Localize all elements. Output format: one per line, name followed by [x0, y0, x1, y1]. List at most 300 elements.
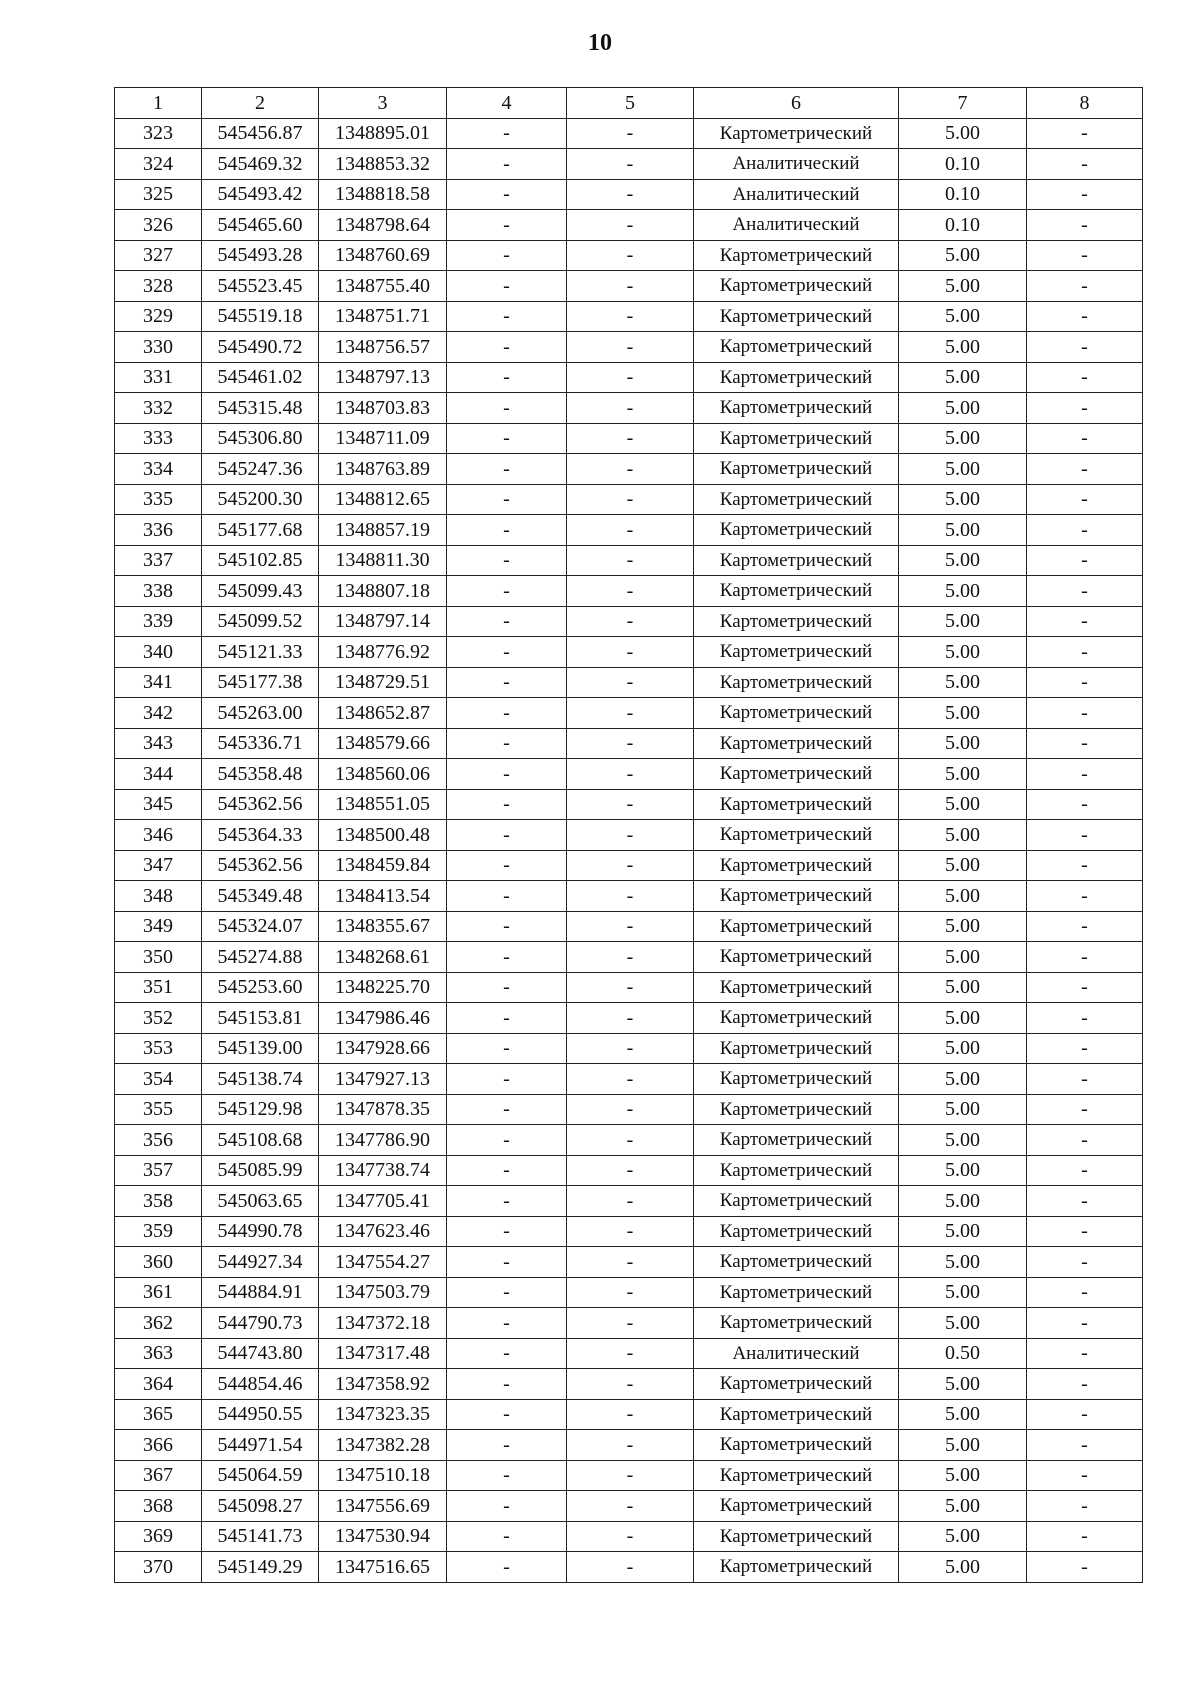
x-coordinate-cell: 545141.73 — [202, 1521, 319, 1552]
point-number-cell: 324 — [115, 149, 202, 180]
col-8-value-cell: - — [1027, 240, 1143, 271]
table-row — [115, 1186, 1143, 1217]
col-4-value-cell: - — [447, 1399, 567, 1430]
point-number-cell: 353 — [115, 1033, 202, 1064]
point-number-cell: 355 — [115, 1094, 202, 1125]
table-row — [115, 515, 1143, 546]
table-row — [115, 301, 1143, 332]
method-cell: Аналитический — [694, 1338, 899, 1369]
method-cell: Картометрический — [694, 1430, 899, 1461]
table-body — [115, 118, 1143, 1582]
col-5-value-cell: - — [567, 515, 694, 546]
method-cell: Картометрический — [694, 1125, 899, 1156]
x-coordinate-cell: 545177.38 — [202, 667, 319, 698]
accuracy-cell: 5.00 — [899, 606, 1027, 637]
method-cell: Картометрический — [694, 1277, 899, 1308]
x-coordinate-cell: 544927.34 — [202, 1247, 319, 1278]
method-cell: Картометрический — [694, 1460, 899, 1491]
table-row — [115, 1064, 1143, 1095]
method-cell: Картометрический — [694, 240, 899, 271]
method-cell: Аналитический — [694, 210, 899, 241]
accuracy-cell: 5.00 — [899, 911, 1027, 942]
column-header-6: 6 — [694, 88, 899, 119]
x-coordinate-cell: 545490.72 — [202, 332, 319, 363]
col-5-value-cell: - — [567, 1064, 694, 1095]
accuracy-cell: 5.00 — [899, 393, 1027, 424]
table-row — [115, 1155, 1143, 1186]
col-4-value-cell: - — [447, 210, 567, 241]
col-5-value-cell: - — [567, 1033, 694, 1064]
col-5-value-cell: - — [567, 1460, 694, 1491]
accuracy-cell: 5.00 — [899, 118, 1027, 149]
method-cell: Картометрический — [694, 850, 899, 881]
x-coordinate-cell: 545253.60 — [202, 972, 319, 1003]
col-5-value-cell: - — [567, 698, 694, 729]
col-8-value-cell: - — [1027, 332, 1143, 363]
table-row — [115, 820, 1143, 851]
col-8-value-cell: - — [1027, 1247, 1143, 1278]
col-4-value-cell: - — [447, 667, 567, 698]
col-8-value-cell: - — [1027, 179, 1143, 210]
method-cell: Картометрический — [694, 576, 899, 607]
x-coordinate-cell: 545324.07 — [202, 911, 319, 942]
table-row — [115, 606, 1143, 637]
point-number-cell: 368 — [115, 1491, 202, 1522]
point-number-cell: 360 — [115, 1247, 202, 1278]
y-coordinate-cell: 1347927.13 — [319, 1064, 447, 1095]
table-row — [115, 362, 1143, 393]
col-4-value-cell: - — [447, 1521, 567, 1552]
table-row — [115, 1338, 1143, 1369]
method-cell: Картометрический — [694, 454, 899, 485]
y-coordinate-cell: 1347317.48 — [319, 1338, 447, 1369]
x-coordinate-cell: 545469.32 — [202, 149, 319, 180]
accuracy-cell: 5.00 — [899, 1491, 1027, 1522]
accuracy-cell: 5.00 — [899, 1125, 1027, 1156]
col-8-value-cell: - — [1027, 698, 1143, 729]
table-row — [115, 667, 1143, 698]
accuracy-cell: 5.00 — [899, 1033, 1027, 1064]
point-number-cell: 331 — [115, 362, 202, 393]
y-coordinate-cell: 1347503.79 — [319, 1277, 447, 1308]
col-4-value-cell: - — [447, 515, 567, 546]
col-4-value-cell: - — [447, 728, 567, 759]
accuracy-cell: 0.10 — [899, 179, 1027, 210]
col-8-value-cell: - — [1027, 972, 1143, 1003]
point-number-cell: 325 — [115, 179, 202, 210]
col-4-value-cell: - — [447, 1155, 567, 1186]
column-header-7: 7 — [899, 88, 1027, 119]
table-row — [115, 332, 1143, 363]
table-row — [115, 1277, 1143, 1308]
accuracy-cell: 5.00 — [899, 362, 1027, 393]
accuracy-cell: 5.00 — [899, 1552, 1027, 1583]
col-4-value-cell: - — [447, 759, 567, 790]
col-5-value-cell: - — [567, 1094, 694, 1125]
y-coordinate-cell: 1348755.40 — [319, 271, 447, 302]
x-coordinate-cell: 545349.48 — [202, 881, 319, 912]
y-coordinate-cell: 1347323.35 — [319, 1399, 447, 1430]
col-4-value-cell: - — [447, 393, 567, 424]
col-5-value-cell: - — [567, 1003, 694, 1034]
y-coordinate-cell: 1347705.41 — [319, 1186, 447, 1217]
col-4-value-cell: - — [447, 972, 567, 1003]
y-coordinate-cell: 1348895.01 — [319, 118, 447, 149]
col-5-value-cell: - — [567, 1552, 694, 1583]
y-coordinate-cell: 1348459.84 — [319, 850, 447, 881]
accuracy-cell: 5.00 — [899, 484, 1027, 515]
col-4-value-cell: - — [447, 332, 567, 363]
col-5-value-cell: - — [567, 1491, 694, 1522]
col-8-value-cell: - — [1027, 1369, 1143, 1400]
method-cell: Картометрический — [694, 637, 899, 668]
y-coordinate-cell: 1348560.06 — [319, 759, 447, 790]
point-number-cell: 358 — [115, 1186, 202, 1217]
table-row — [115, 1216, 1143, 1247]
x-coordinate-cell: 545200.30 — [202, 484, 319, 515]
x-coordinate-cell: 545274.88 — [202, 942, 319, 973]
col-4-value-cell: - — [447, 1003, 567, 1034]
col-8-value-cell: - — [1027, 1186, 1143, 1217]
x-coordinate-cell: 545364.33 — [202, 820, 319, 851]
accuracy-cell: 5.00 — [899, 942, 1027, 973]
x-coordinate-cell: 545098.27 — [202, 1491, 319, 1522]
point-number-cell: 367 — [115, 1460, 202, 1491]
point-number-cell: 334 — [115, 454, 202, 485]
y-coordinate-cell: 1348812.65 — [319, 484, 447, 515]
col-4-value-cell: - — [447, 271, 567, 302]
point-number-cell: 336 — [115, 515, 202, 546]
point-number-cell: 366 — [115, 1430, 202, 1461]
col-4-value-cell: - — [447, 1369, 567, 1400]
accuracy-cell: 5.00 — [899, 728, 1027, 759]
column-header-3: 3 — [319, 88, 447, 119]
point-number-cell: 369 — [115, 1521, 202, 1552]
col-4-value-cell: - — [447, 1125, 567, 1156]
col-5-value-cell: - — [567, 271, 694, 302]
col-5-value-cell: - — [567, 637, 694, 668]
point-number-cell: 333 — [115, 423, 202, 454]
col-4-value-cell: - — [447, 820, 567, 851]
method-cell: Картометрический — [694, 1186, 899, 1217]
y-coordinate-cell: 1348551.05 — [319, 789, 447, 820]
x-coordinate-cell: 545177.68 — [202, 515, 319, 546]
col-8-value-cell: - — [1027, 789, 1143, 820]
table-row — [115, 698, 1143, 729]
accuracy-cell: 5.00 — [899, 545, 1027, 576]
col-5-value-cell: - — [567, 1125, 694, 1156]
table-row — [115, 1399, 1143, 1430]
table-row — [115, 759, 1143, 790]
x-coordinate-cell: 544950.55 — [202, 1399, 319, 1430]
point-number-cell: 342 — [115, 698, 202, 729]
point-number-cell: 327 — [115, 240, 202, 271]
y-coordinate-cell: 1348579.66 — [319, 728, 447, 759]
col-8-value-cell: - — [1027, 210, 1143, 241]
col-4-value-cell: - — [447, 576, 567, 607]
col-8-value-cell: - — [1027, 1155, 1143, 1186]
col-8-value-cell: - — [1027, 1033, 1143, 1064]
y-coordinate-cell: 1348798.64 — [319, 210, 447, 241]
col-5-value-cell: - — [567, 423, 694, 454]
x-coordinate-cell: 545102.85 — [202, 545, 319, 576]
y-coordinate-cell: 1348355.67 — [319, 911, 447, 942]
method-cell: Картометрический — [694, 759, 899, 790]
col-8-value-cell: - — [1027, 942, 1143, 973]
accuracy-cell: 5.00 — [899, 301, 1027, 332]
col-8-value-cell: - — [1027, 454, 1143, 485]
x-coordinate-cell: 545519.18 — [202, 301, 319, 332]
point-number-cell: 337 — [115, 545, 202, 576]
y-coordinate-cell: 1347510.18 — [319, 1460, 447, 1491]
method-cell: Аналитический — [694, 179, 899, 210]
col-4-value-cell: - — [447, 362, 567, 393]
method-cell: Картометрический — [694, 667, 899, 698]
col-8-value-cell: - — [1027, 576, 1143, 607]
y-coordinate-cell: 1348818.58 — [319, 179, 447, 210]
method-cell: Картометрический — [694, 942, 899, 973]
y-coordinate-cell: 1348811.30 — [319, 545, 447, 576]
x-coordinate-cell: 545306.80 — [202, 423, 319, 454]
col-5-value-cell: - — [567, 393, 694, 424]
method-cell: Картометрический — [694, 1003, 899, 1034]
col-4-value-cell: - — [447, 1064, 567, 1095]
point-number-cell: 339 — [115, 606, 202, 637]
y-coordinate-cell: 1348652.87 — [319, 698, 447, 729]
col-5-value-cell: - — [567, 149, 694, 180]
table-row — [115, 454, 1143, 485]
accuracy-cell: 5.00 — [899, 759, 1027, 790]
col-4-value-cell: - — [447, 911, 567, 942]
point-number-cell: 345 — [115, 789, 202, 820]
accuracy-cell: 5.00 — [899, 1369, 1027, 1400]
method-cell: Картометрический — [694, 118, 899, 149]
point-number-cell: 341 — [115, 667, 202, 698]
accuracy-cell: 5.00 — [899, 1521, 1027, 1552]
y-coordinate-cell: 1348853.32 — [319, 149, 447, 180]
table-row — [115, 1033, 1143, 1064]
col-8-value-cell: - — [1027, 362, 1143, 393]
accuracy-cell: 5.00 — [899, 667, 1027, 698]
col-5-value-cell: - — [567, 1247, 694, 1278]
y-coordinate-cell: 1347928.66 — [319, 1033, 447, 1064]
col-8-value-cell: - — [1027, 1552, 1143, 1583]
column-header-2: 2 — [202, 88, 319, 119]
point-number-cell: 357 — [115, 1155, 202, 1186]
method-cell: Картометрический — [694, 1491, 899, 1522]
accuracy-cell: 5.00 — [899, 332, 1027, 363]
col-5-value-cell: - — [567, 881, 694, 912]
col-4-value-cell: - — [447, 545, 567, 576]
y-coordinate-cell: 1347786.90 — [319, 1125, 447, 1156]
y-coordinate-cell: 1347986.46 — [319, 1003, 447, 1034]
y-coordinate-cell: 1348760.69 — [319, 240, 447, 271]
x-coordinate-cell: 545358.48 — [202, 759, 319, 790]
col-5-value-cell: - — [567, 1155, 694, 1186]
col-4-value-cell: - — [447, 1552, 567, 1583]
method-cell: Картометрический — [694, 881, 899, 912]
col-5-value-cell: - — [567, 545, 694, 576]
point-number-cell: 347 — [115, 850, 202, 881]
table-row — [115, 423, 1143, 454]
col-8-value-cell: - — [1027, 484, 1143, 515]
col-5-value-cell: - — [567, 179, 694, 210]
col-8-value-cell: - — [1027, 545, 1143, 576]
method-cell: Картометрический — [694, 1369, 899, 1400]
col-5-value-cell: - — [567, 789, 694, 820]
col-5-value-cell: - — [567, 759, 694, 790]
y-coordinate-cell: 1348729.51 — [319, 667, 447, 698]
x-coordinate-cell: 545247.36 — [202, 454, 319, 485]
method-cell: Картометрический — [694, 271, 899, 302]
point-number-cell: 359 — [115, 1216, 202, 1247]
x-coordinate-cell: 545085.99 — [202, 1155, 319, 1186]
point-number-cell: 328 — [115, 271, 202, 302]
col-8-value-cell: - — [1027, 393, 1143, 424]
page-number: 10 — [588, 30, 612, 56]
accuracy-cell: 5.00 — [899, 637, 1027, 668]
col-5-value-cell: - — [567, 1338, 694, 1369]
x-coordinate-cell: 544971.54 — [202, 1430, 319, 1461]
x-coordinate-cell: 545153.81 — [202, 1003, 319, 1034]
accuracy-cell: 0.10 — [899, 149, 1027, 180]
col-8-value-cell: - — [1027, 667, 1143, 698]
col-5-value-cell: - — [567, 667, 694, 698]
col-5-value-cell: - — [567, 1186, 694, 1217]
accuracy-cell: 5.00 — [899, 850, 1027, 881]
x-coordinate-cell: 544743.80 — [202, 1338, 319, 1369]
point-number-cell: 332 — [115, 393, 202, 424]
col-8-value-cell: - — [1027, 637, 1143, 668]
col-8-value-cell: - — [1027, 118, 1143, 149]
point-number-cell: 361 — [115, 1277, 202, 1308]
table-row — [115, 942, 1143, 973]
table-row — [115, 881, 1143, 912]
x-coordinate-cell: 545138.74 — [202, 1064, 319, 1095]
table-row — [115, 1552, 1143, 1583]
col-4-value-cell: - — [447, 118, 567, 149]
table-row — [115, 393, 1143, 424]
col-4-value-cell: - — [447, 637, 567, 668]
col-8-value-cell: - — [1027, 1277, 1143, 1308]
method-cell: Картометрический — [694, 393, 899, 424]
col-4-value-cell: - — [447, 1460, 567, 1491]
col-8-value-cell: - — [1027, 1125, 1143, 1156]
x-coordinate-cell: 544990.78 — [202, 1216, 319, 1247]
x-coordinate-cell: 545139.00 — [202, 1033, 319, 1064]
col-4-value-cell: - — [447, 942, 567, 973]
point-number-cell: 330 — [115, 332, 202, 363]
table-row — [115, 179, 1143, 210]
point-number-cell: 329 — [115, 301, 202, 332]
point-number-cell: 344 — [115, 759, 202, 790]
method-cell: Картометрический — [694, 332, 899, 363]
accuracy-cell: 5.00 — [899, 423, 1027, 454]
col-4-value-cell: - — [447, 149, 567, 180]
col-8-value-cell: - — [1027, 1003, 1143, 1034]
col-4-value-cell: - — [447, 698, 567, 729]
column-header-5: 5 — [567, 88, 694, 119]
point-number-cell: 340 — [115, 637, 202, 668]
col-8-value-cell: - — [1027, 271, 1143, 302]
method-cell: Аналитический — [694, 149, 899, 180]
col-5-value-cell: - — [567, 728, 694, 759]
method-cell: Картометрический — [694, 1521, 899, 1552]
col-8-value-cell: - — [1027, 881, 1143, 912]
point-number-cell: 354 — [115, 1064, 202, 1095]
accuracy-cell: 5.00 — [899, 820, 1027, 851]
col-5-value-cell: - — [567, 1308, 694, 1339]
x-coordinate-cell: 545121.33 — [202, 637, 319, 668]
col-8-value-cell: - — [1027, 820, 1143, 851]
col-4-value-cell: - — [447, 1186, 567, 1217]
col-5-value-cell: - — [567, 1430, 694, 1461]
y-coordinate-cell: 1347372.18 — [319, 1308, 447, 1339]
table-row — [115, 118, 1143, 149]
x-coordinate-cell: 545129.98 — [202, 1094, 319, 1125]
col-8-value-cell: - — [1027, 1460, 1143, 1491]
accuracy-cell: 5.00 — [899, 576, 1027, 607]
col-8-value-cell: - — [1027, 1399, 1143, 1430]
point-number-cell: 326 — [115, 210, 202, 241]
col-8-value-cell: - — [1027, 1338, 1143, 1369]
method-cell: Картометрический — [694, 1308, 899, 1339]
y-coordinate-cell: 1347530.94 — [319, 1521, 447, 1552]
x-coordinate-cell: 545493.42 — [202, 179, 319, 210]
table-row — [115, 576, 1143, 607]
table-row — [115, 271, 1143, 302]
accuracy-cell: 5.00 — [899, 515, 1027, 546]
col-5-value-cell: - — [567, 118, 694, 149]
table-row — [115, 972, 1143, 1003]
accuracy-cell: 5.00 — [899, 1186, 1027, 1217]
method-cell: Картометрический — [694, 1033, 899, 1064]
accuracy-cell: 5.00 — [899, 1003, 1027, 1034]
x-coordinate-cell: 545456.87 — [202, 118, 319, 149]
x-coordinate-cell: 544854.46 — [202, 1369, 319, 1400]
x-coordinate-cell: 544884.91 — [202, 1277, 319, 1308]
col-4-value-cell: - — [447, 789, 567, 820]
coordinates-table — [114, 87, 1143, 1583]
method-cell: Картометрический — [694, 1216, 899, 1247]
col-5-value-cell: - — [567, 1216, 694, 1247]
y-coordinate-cell: 1347878.35 — [319, 1094, 447, 1125]
col-5-value-cell: - — [567, 942, 694, 973]
y-coordinate-cell: 1347738.74 — [319, 1155, 447, 1186]
col-4-value-cell: - — [447, 301, 567, 332]
col-5-value-cell: - — [567, 606, 694, 637]
accuracy-cell: 0.10 — [899, 210, 1027, 241]
table-row — [115, 545, 1143, 576]
table-row — [115, 1125, 1143, 1156]
table-row — [115, 240, 1143, 271]
x-coordinate-cell: 545336.71 — [202, 728, 319, 759]
y-coordinate-cell: 1348756.57 — [319, 332, 447, 363]
accuracy-cell: 5.00 — [899, 1430, 1027, 1461]
y-coordinate-cell: 1347556.69 — [319, 1491, 447, 1522]
x-coordinate-cell: 545263.00 — [202, 698, 319, 729]
y-coordinate-cell: 1348797.14 — [319, 606, 447, 637]
col-5-value-cell: - — [567, 1521, 694, 1552]
table-row — [115, 1247, 1143, 1278]
accuracy-cell: 5.00 — [899, 1460, 1027, 1491]
col-5-value-cell: - — [567, 820, 694, 851]
col-8-value-cell: - — [1027, 423, 1143, 454]
point-number-cell: 352 — [115, 1003, 202, 1034]
table-row — [115, 210, 1143, 241]
accuracy-cell: 5.00 — [899, 1308, 1027, 1339]
y-coordinate-cell: 1348857.19 — [319, 515, 447, 546]
